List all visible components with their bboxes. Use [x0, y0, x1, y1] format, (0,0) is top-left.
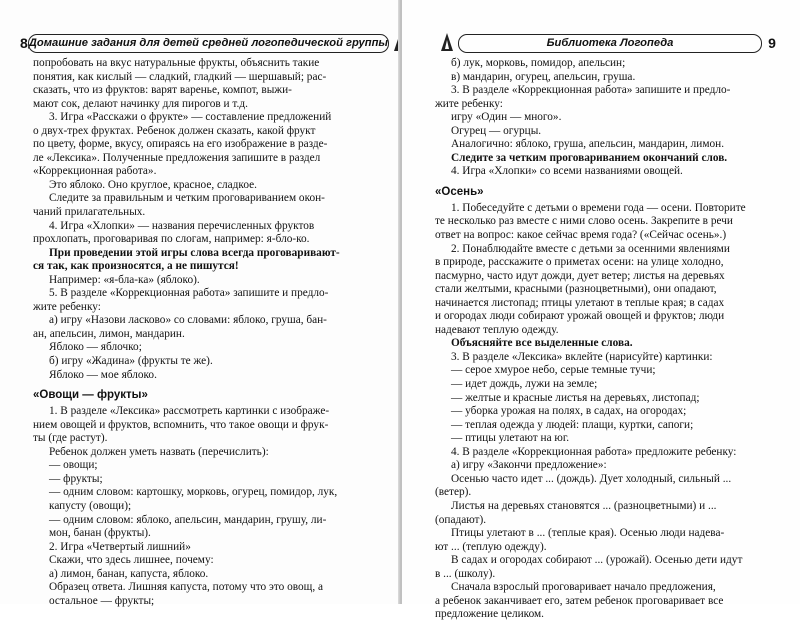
text-line: — уборка урожая на полях, в садах, на огородах;	[451, 405, 687, 418]
header-title: Домашние задания для детей средней логопедической группы	[28, 34, 389, 53]
text-line: Огурец — огурцы.	[451, 124, 542, 137]
right-page	[402, 0, 800, 621]
header-title: Библиотека Логопеда	[458, 34, 762, 53]
text-line: ответ на вопрос: какое сейчас время года? («Сейчас осень».)	[435, 229, 727, 242]
text-line: ты (где растут).	[33, 432, 108, 445]
text-line: — серое хмурое небо, серые темные тучи;	[451, 364, 656, 377]
text-line: прохлопать, проговаривая по слогам, например: я-бло-ко.	[33, 233, 310, 246]
text-line: остальное — фрукты;	[49, 594, 155, 607]
section-title: «Овощи — фрукты»	[33, 389, 148, 402]
text-line: б) игру «Жадина» (фрукты те же).	[49, 355, 213, 368]
text-line: «Коррекционная работа».	[33, 165, 157, 178]
text-line: Листья на деревьях становятся ... (разноцветными) и ...	[451, 499, 717, 512]
text-line: Следите за четким проговариванием окончаний слов.	[451, 151, 728, 164]
text-line: Яблоко — яблочко;	[49, 341, 142, 354]
text-line: 4. Игра «Хлопки» — названия перечисленных фруктов	[49, 219, 315, 232]
right-header	[436, 33, 782, 53]
text-line: При проведении этой игры слова всегда проговаривают-	[49, 246, 340, 259]
text-line: а) игру «Назови ласково» со словами: яблоко, груша, бан-	[49, 314, 327, 327]
text-line: пасмурно, часто идут дожди, дует ветер; листья на деревьях	[435, 269, 725, 282]
text-line: 2. Игра «Четвертый лишний»	[49, 540, 191, 553]
text-line: Объясняйте все выделенные слова.	[451, 337, 633, 350]
text-line: — идет дождь, лужи на земле;	[451, 378, 598, 391]
left-text-body	[33, 57, 373, 608]
text-line: В садах и огородах собирают ... (урожай). Осенью дети идут	[451, 554, 743, 567]
text-line: ан, апельсин, лимон, мандарин.	[33, 327, 185, 340]
text-line: — желтые и красные листья на деревьях, листопад;	[451, 391, 700, 404]
text-line: ле «Лексика». Полученные предложения запишите в раздел	[33, 151, 321, 164]
text-line: (опадают).	[435, 513, 487, 526]
text-line: а) игру «Закончи предложение»:	[451, 459, 607, 472]
left-page	[0, 0, 400, 607]
text-line: 5. В разделе «Коррекционная работа» запишите и предло-	[49, 287, 329, 300]
text-line: Следите за правильным и четким проговариванием окон-	[49, 192, 325, 205]
text-line: 4. Игра «Хлопки» со всеми названиями овощей.	[451, 165, 683, 178]
text-line: Аналогично: яблоко, груша, апельсин, мандарин, лимон.	[451, 138, 725, 151]
text-line: а ребенок заканчивает его, затем ребенок проговаривает все	[435, 594, 724, 607]
text-line: Ребенок должен уметь назвать (перечислить):	[49, 445, 269, 458]
text-line: Скажи, что здесь лишнее, почему:	[49, 554, 214, 567]
text-line: — овощи;	[49, 459, 98, 472]
section-title: «Осень»	[435, 185, 484, 198]
text-line: Птицы улетают в ... (теплые края). Осенью люди надева-	[451, 527, 725, 540]
text-line: — птицы улетают на юг.	[451, 432, 570, 445]
text-line: о двух-трех фруктах. Ребенок должен сказать, какой фрукт	[33, 124, 316, 137]
text-line: 4. В разделе «Коррекционная работа» предложите ребенку:	[451, 445, 737, 458]
text-line: те несколько раз вместе с ними слово осень. Закрепите в речи	[435, 215, 733, 228]
left-header	[20, 33, 388, 53]
text-line: — фрукты;	[49, 472, 103, 485]
text-line: — теплая одежда у людей: плащи, куртки, сапоги;	[451, 418, 694, 431]
text-line: ся так, как произносятся, а не пишутся!	[33, 260, 239, 273]
text-line: (ветер).	[435, 486, 472, 499]
right-text-body	[435, 57, 775, 622]
text-line: 1. Побеседуйте с детьми о времени года — осени. Повторите	[451, 201, 746, 214]
text-line: надевают теплую одежду.	[435, 323, 559, 336]
text-line: Например: «я-бла-ка» (яблоко).	[49, 273, 200, 286]
text-line: Сначала взрослый проговаривает начало предложения,	[451, 581, 716, 594]
text-line: мон, банан (фрукты).	[49, 527, 151, 540]
text-line: и огородах люди собирают урожай овощей и фруктов; люди	[435, 310, 725, 323]
text-line: жите ребенку:	[435, 97, 503, 110]
text-line: понятия, как кислый — сладкий, гладкий — шершавый; рас-	[33, 70, 327, 83]
text-line: — одним словом: картошку, морковь, огурец, помидор, лук,	[49, 486, 338, 499]
text-line: б) лук, морковь, помидор, апельсин;	[451, 57, 626, 69]
text-line: Яблоко — мое яблоко.	[49, 368, 157, 381]
text-line: 3. В разделе «Коррекционная работа» запишите и предло-	[451, 84, 731, 97]
text-line: Осенью часто идет ... (дождь). Дует холодный, сильный ...	[451, 472, 732, 485]
text-line: попробовать на вкус натуральные фрукты, объяснить такие	[33, 57, 320, 69]
text-line: по цвету, форме, вкусу, опираясь на его изображение в разде-	[33, 138, 328, 151]
text-line: а) лимон, банан, капуста, яблоко.	[49, 567, 209, 580]
text-line: нием овощей и фруктов, вспомнить, что такое овощи и фрук-	[33, 418, 329, 431]
text-line: в ... (школу).	[435, 567, 496, 580]
text-line: Образец ответа. Лишняя капуста, потому что это овощ, а	[49, 581, 324, 594]
page-number: 8	[20, 35, 28, 51]
text-line: — одним словом: яблоко, апельсин, мандарин, грушу, ли-	[49, 513, 327, 526]
text-line: игру «Один — много».	[451, 111, 562, 124]
text-line: в) мандарин, огурец, апельсин, груша.	[451, 70, 636, 83]
text-line: жите ребенку:	[33, 300, 101, 313]
text-line: чаний прилагательных.	[33, 206, 146, 219]
text-line: начинается листопад; птицы улетают в теплые края; в садах	[435, 296, 725, 309]
text-line: Это яблоко. Оно круглое, красное, сладкое.	[49, 178, 257, 191]
text-line: ют ... (теплую одежду).	[435, 540, 547, 553]
logo-icon	[438, 33, 456, 53]
text-line: 1. В разделе «Лексика» рассмотреть картинки с изображе-	[49, 405, 330, 418]
text-line: сказать, что из фруктов: варят варенье, компот, выжи-	[33, 84, 292, 97]
text-line: стали желтыми, красными (разноцветными), они опадают,	[435, 283, 717, 296]
text-line: 3. Игра «Расскажи о фрукте» — составление предложений	[49, 111, 332, 124]
text-line: капусту (овощи);	[49, 499, 132, 512]
text-line: мают сок, делают начинку для пирогов и т.д.	[33, 97, 248, 110]
text-line: 3. В разделе «Лексика» вклейте (нарисуйте) картинки:	[451, 350, 713, 363]
text-line: предложение целиком.	[435, 608, 544, 621]
page-number: 9	[768, 35, 776, 51]
text-line: 2. Понаблюдайте вместе с детьми за осенними явлениями	[451, 242, 730, 255]
text-line: в природе, расскажите о приметах осени: на улице холодно,	[435, 256, 724, 269]
